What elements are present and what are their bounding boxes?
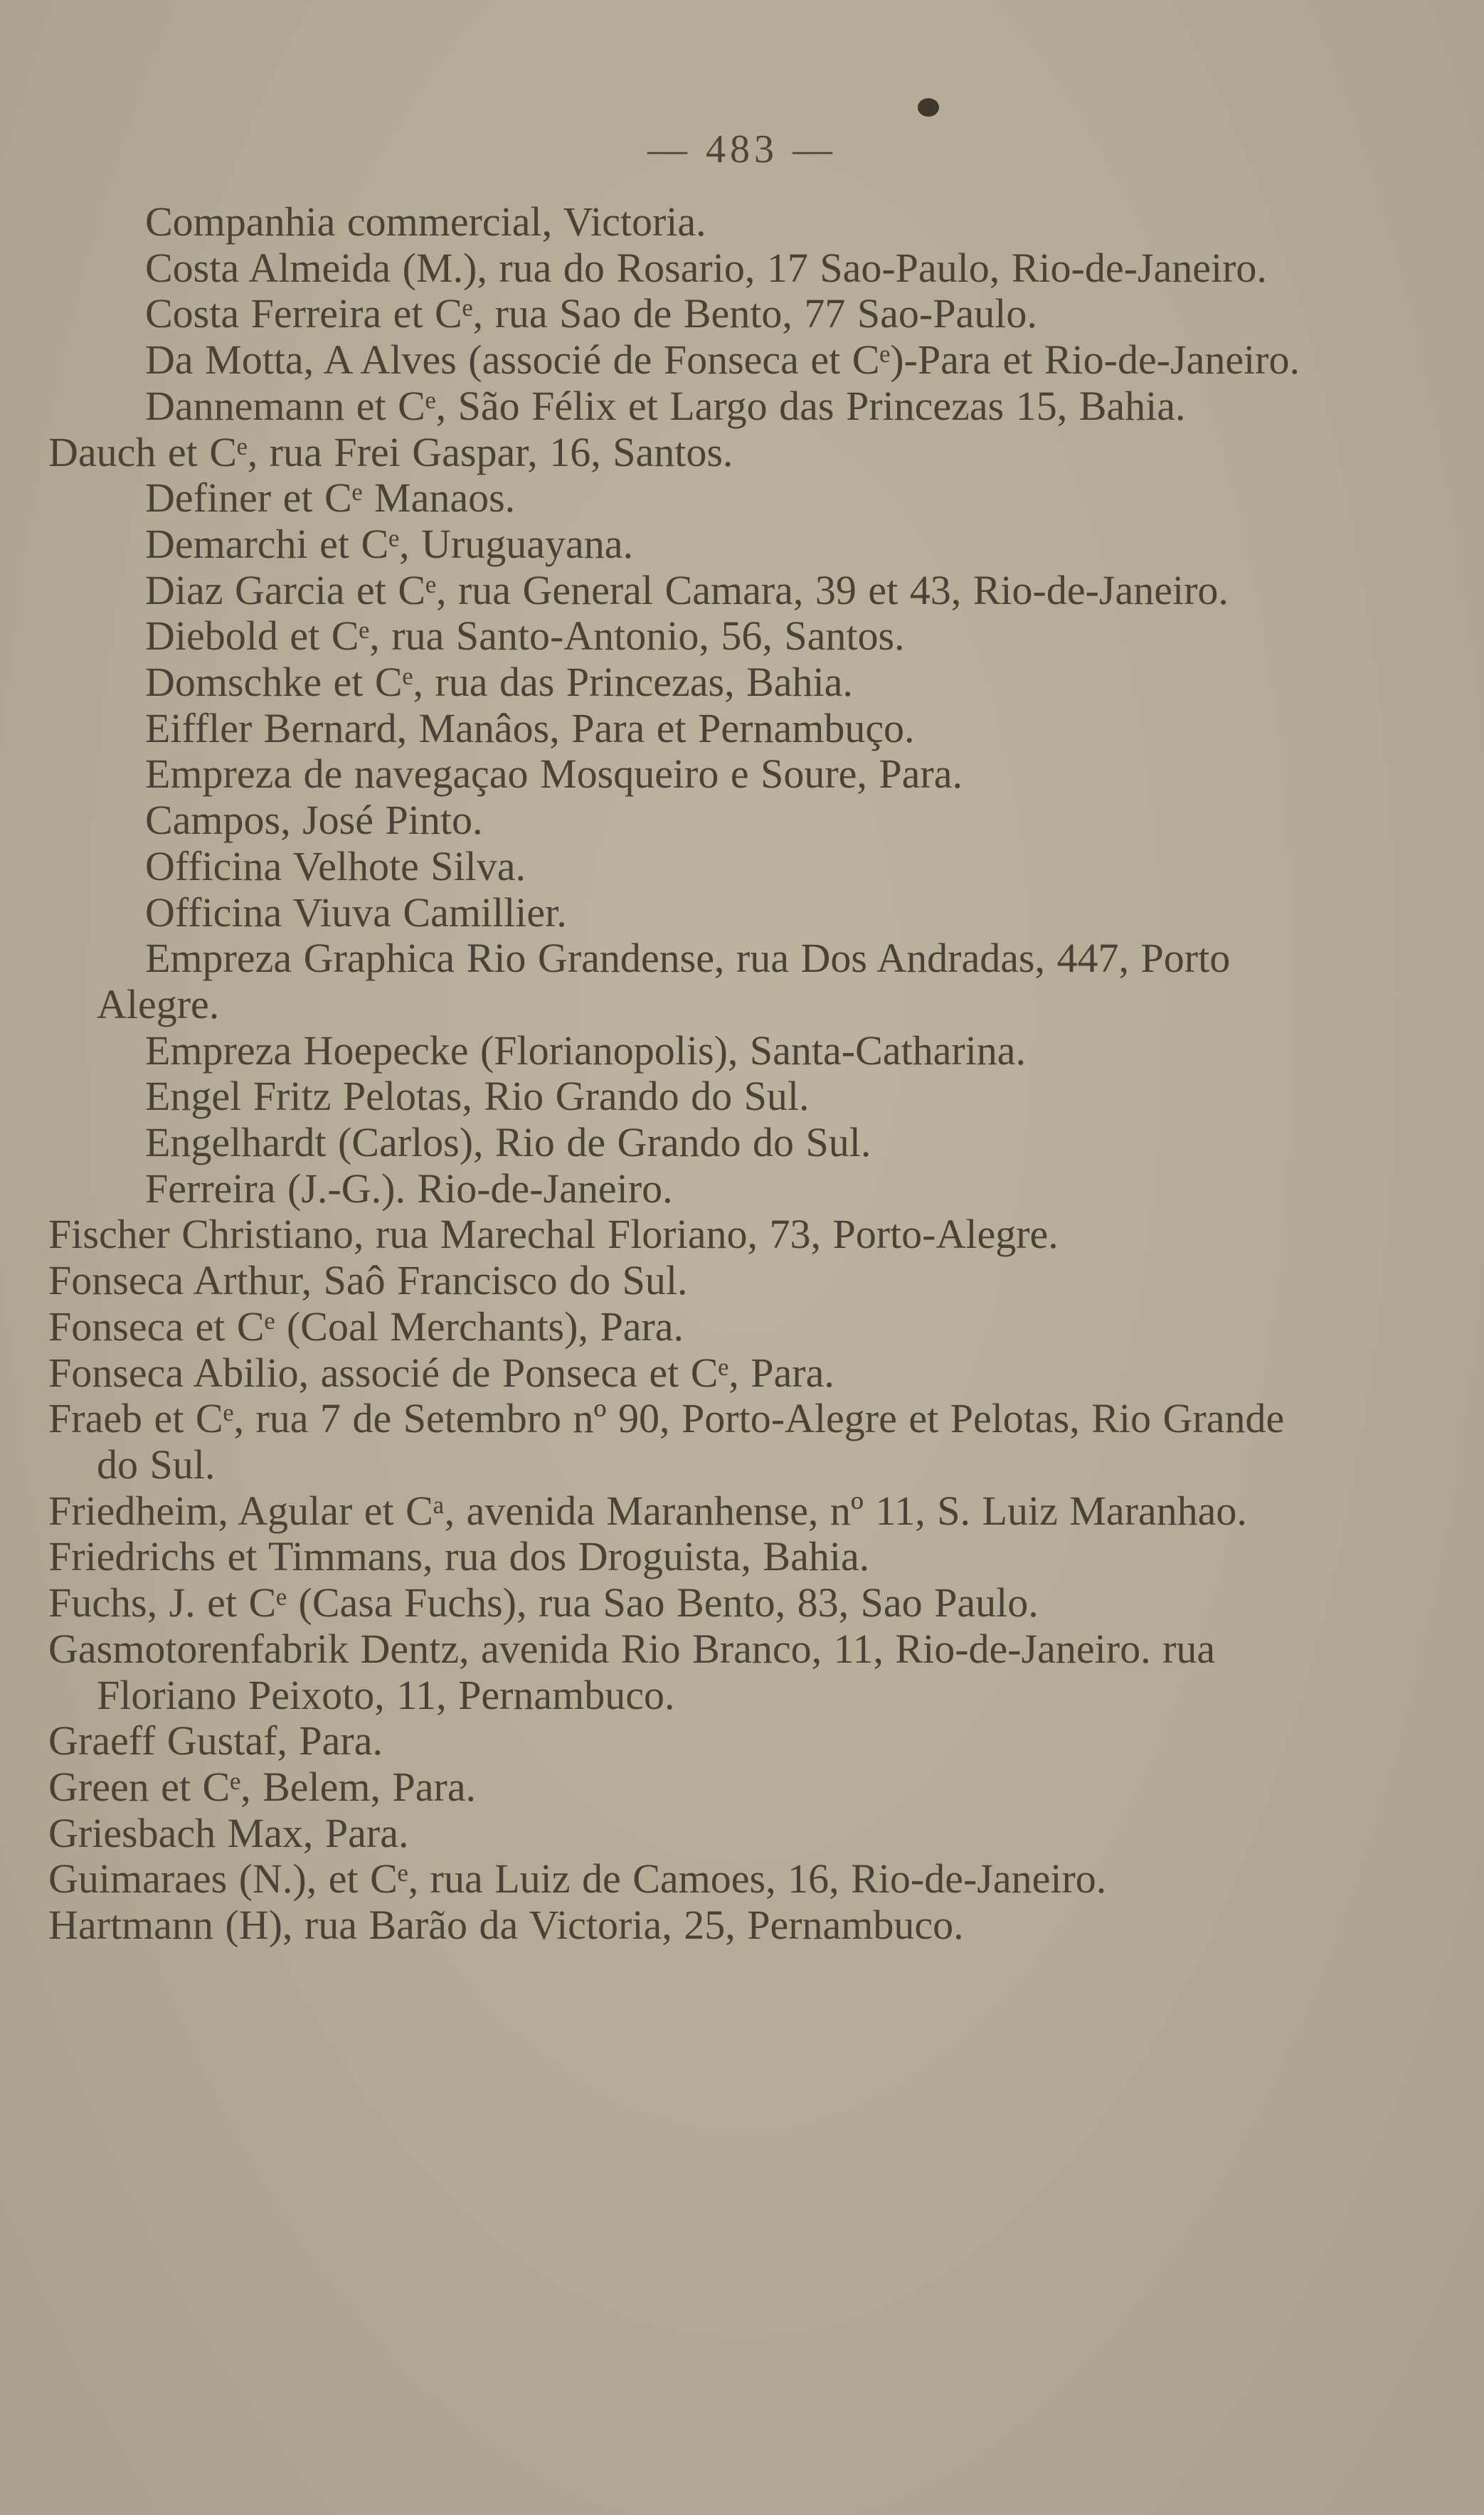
list-item: Diaz Garcia et Cᵉ, rua General Camara, 39 et 43, Rio-de-Janeiro. [145,566,1229,613]
list-item: Empreza de navegaçao Mosqueiro e Soure, Para. [145,751,963,798]
list-item: Fonseca et Cᵉ (Coal Merchants), Para. [48,1303,684,1350]
ink-blot [918,98,939,117]
directory-list [48,198,1306,1949]
list-item: Companhia commercial, Victoria. [145,198,706,245]
list-item: Friedrichs et Timmans, rua dos Droguista, Bahia. [48,1533,870,1580]
list-item: Engel Fritz Pelotas, Rio Grando do Sul. [145,1073,810,1120]
list-item: Domschke et Cᵉ, rua das Princezas, Bahia. [145,659,853,706]
list-item: Fonseca Abilio, associé de Ponseca et Cᵉ, Para. [48,1349,834,1396]
list-item: Definer et Cᵉ Manaos. [145,475,516,521]
list-item: Dauch et Cᵉ, rua Frei Gaspar, 16, Santos. [48,428,733,475]
list-item: Fraeb et Cᵉ, rua 7 de Setembro nº 90, Porto-Alegre et Pelotas, Rio Grande do Sul. [48,1395,1285,1488]
list-item: Diebold et Cᵉ, rua Santo-Antonio, 56, Santos. [145,613,905,660]
list-item: Demarchi et Cᵉ, Uruguayana. [145,520,633,567]
list-item: Gasmotorenfabrik Dentz, avenida Rio Branco, 11, Rio-de-Janeiro. rua Floriano Peixoto, 11, Pernambuco. [48,1625,1216,1718]
list-item: Campos, José Pinto. [145,797,483,844]
list-item: Empreza Hoepecke (Florianopolis), Santa-Catharina. [145,1027,1027,1074]
list-item: Engelhardt (Carlos), Rio de Grando do Sul. [145,1119,871,1166]
list-item: Da Motta, A Alves (associé de Fonseca et Cᵉ)-Para et Rio-de-Janeiro. [145,337,1300,383]
list-item: Graeff Gustaf, Para. [48,1717,383,1764]
list-item: Fonseca Arthur, Saô Francisco do Sul. [48,1257,688,1304]
list-item: Hartmann (H), rua Barão da Victoria, 25, Pernambuco. [48,1902,964,1949]
list-item: Empreza Graphica Rio Grandense, rua Dos Andradas, 447, Porto Alegre. [97,935,1231,1027]
list-item: Ferreira (J.-G.). Rio-de-Janeiro. [145,1165,673,1212]
list-item: Eiffler Bernard, Manâos, Para et Pernambuço. [145,704,915,751]
list-item: Fuchs, J. et Cᵉ (Casa Fuchs), rua Sao Bento, 83, Sao Paulo. [48,1579,1039,1626]
list-item: Costa Almeida (M.), rua do Rosario, 17 Sao-Paulo, Rio-de-Janeiro. [145,244,1267,291]
list-item: Guimaraes (N.), et Cᵉ, rua Luiz de Camoes, 16, Rio-de-Janeiro. [48,1855,1107,1902]
list-item: Dannemann et Cᵉ, São Félix et Largo das Princezas 15, Bahia. [145,382,1186,429]
list-item: Officina Viuva Camillier. [145,889,567,936]
list-item: Green et Cᵉ, Belem, Para. [48,1763,477,1810]
list-item: Griesbach Max, Para. [48,1809,409,1856]
page-number: — 483 — [647,127,837,171]
list-item: Costa Ferreira et Cᵉ, rua Sao de Bento, 77 Sao-Paulo. [145,290,1037,337]
list-item: Fischer Christiano, rua Marechal Floriano, 73, Porto-Alegre. [48,1211,1059,1258]
list-item: Friedheim, Agular et Cᵃ, avenida Maranhense, nº 11, S. Luiz Maranhao. [48,1487,1247,1534]
list-item: Officina Velhote Silva. [145,842,526,889]
